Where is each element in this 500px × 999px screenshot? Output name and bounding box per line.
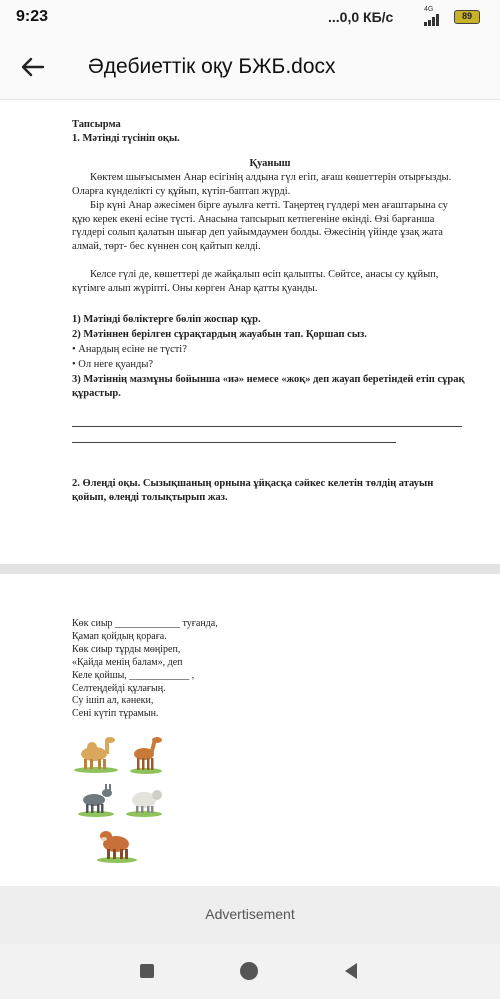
document-page-2[interactable] (0, 574, 500, 886)
donkey-foal-icon (76, 782, 116, 818)
story-title: Қуаныш (249, 158, 291, 169)
poem-line: Селтеңдейді құлағың. (72, 682, 166, 694)
status-bar (0, 0, 500, 34)
task-1-instruction: 1. Мәтінді түсініп оқы. (72, 133, 180, 144)
answer-line-1 (72, 426, 462, 427)
lamb-icon (124, 784, 164, 818)
camel-calf-icon (72, 734, 120, 774)
document-page-1[interactable] (0, 100, 500, 564)
signal-icon (424, 14, 440, 26)
back-triangle-icon[interactable] (340, 960, 362, 982)
poem-line: Көк сиыр тұрды мөңіреп, (72, 643, 181, 655)
poem-line: Су ішіп ал, кәнеки, (72, 695, 154, 707)
network-speed: ...0,0 КБ/с (328, 9, 394, 25)
advertisement-label: Advertisement (205, 906, 295, 922)
poem-line: Қамап қойдың қораға. (72, 630, 167, 642)
story-paragraph-2: Бір күні Анар әжесімен бірге ауылға кетті. Таңертең гүлдері мен ағаштарына су құю керек екені есіне түсті. Анасына тапсырып кетпегеніне өкінді. Өзі барғанша гүлдері солып қалатын шығар деп уайымдаумен болды. Әжесінің үйінде ұзақ жата алмай, төрт- бес күннен соң қайтып келді. (72, 200, 448, 252)
app-bar (0, 34, 500, 100)
task-heading: Тапсырма (72, 119, 121, 130)
poem-line: Сені күтіп тұрамын. (72, 708, 159, 720)
document-title: Әдебиеттік оқу БЖБ.docx (88, 55, 336, 78)
poem-line: «Қайда менің балам», деп (72, 656, 183, 668)
system-nav-bar (0, 944, 500, 999)
question-2-b: • Ол неге қуанды? (72, 359, 154, 370)
recents-icon[interactable] (136, 960, 158, 982)
story-paragraph-1: Көктем шығысымен Анар есігінің алдына гүл егіп, ағаш көшеттерін отырғызды. Оларға күнделікті су құйып, күтіп-баптап жүрді. (72, 172, 452, 197)
story-paragraph-3: Келсе гүлі де, көшеттері де жайқалып өсіп қалыпты. Сөйтсе, анасы су құйып, күтімге алып жүріпті. Оны көрген Анар қатты қуанды. (72, 269, 439, 294)
status-time: 9:23 (16, 8, 49, 25)
home-icon[interactable] (238, 960, 260, 982)
calf-icon (94, 822, 140, 864)
question-3: 3) Мәтіннің мазмұны бойынша «иә» немесе «жоқ» деп жауап беретіндей етіп сұрақ құрастыр. (72, 374, 465, 399)
page-separator (0, 564, 500, 574)
advertisement-banner[interactable] (0, 886, 500, 944)
battery-icon: 89 (454, 10, 480, 24)
network-type: 4G (424, 6, 434, 13)
question-2-a: • Анардың есіне не түсті? (72, 344, 187, 355)
task-2-instruction: 2. Өлеңді оқы. Сызықшаның орнына ұйқасқа сәйкес келетін төлдің атауын қойып, өлеңді толықтырып жаз. (72, 478, 434, 503)
poem (72, 618, 332, 721)
arrow-left-icon[interactable] (18, 52, 48, 82)
answer-line-2 (72, 442, 396, 443)
poem-line: Келе қойшы, ____________ , (72, 669, 195, 681)
question-2: 2) Мәтіннен берілген сұрақтардың жауабын тап. Қоршап сыз. (72, 329, 367, 340)
foal-icon (128, 732, 164, 774)
question-1: 1) Мәтінді бөліктерге бөліп жоспар құр. (72, 314, 261, 325)
poem-line: Көк сиыр _____________ туғанда, (72, 618, 218, 629)
